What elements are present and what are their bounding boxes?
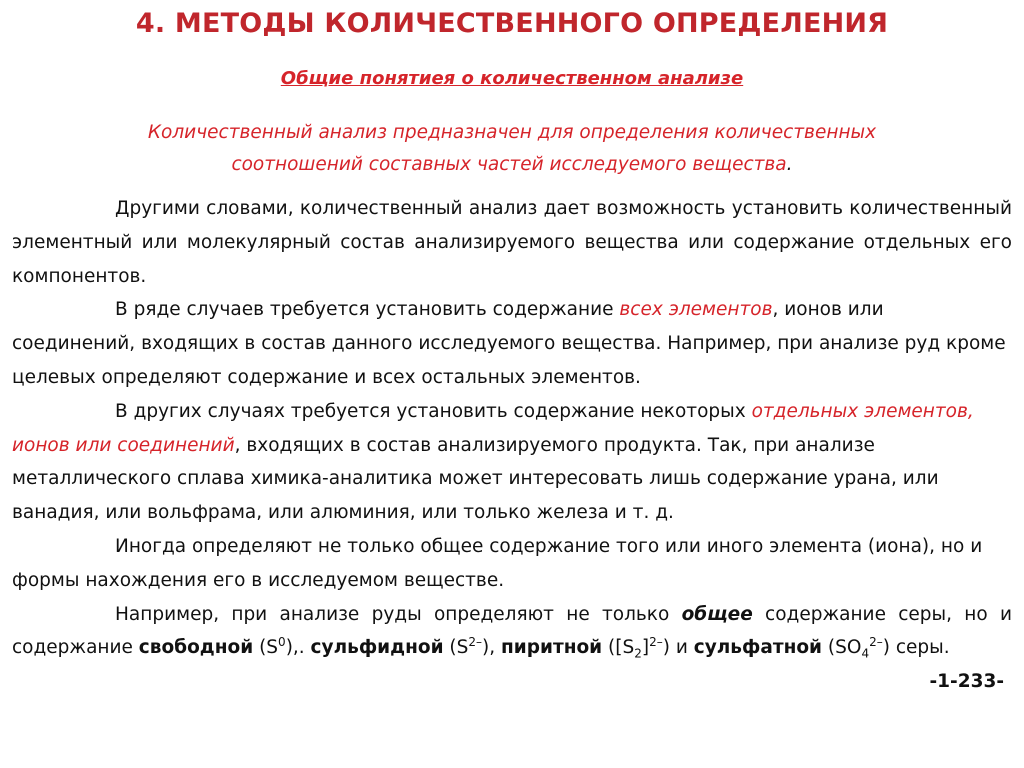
- paragraph-2-end: , ионов или соединений, входящих в состав данного исследуемого вещества. Например, при анализе руд кроме целевых определяют содержание и всех остальных элементов.: [12, 299, 1006, 388]
- p5-pyrite: пиритной: [501, 637, 603, 659]
- paragraph-3-end: , входящих в состав анализируемого продукта. Так, при анализе металлического сплава химика-аналитика может интересовать лишь содержание урана, или ванадия, или вольфрама, или алюминия, или только железа и т. д.: [12, 434, 939, 524]
- p5-text-4: ),.: [285, 637, 311, 659]
- highlight-all-elements: всех элементов: [619, 299, 773, 321]
- paragraph-2-start: В ряде случаев требуется установить содержание: [115, 299, 620, 321]
- p5-text-2: содержание серы, но и содержание: [12, 603, 1012, 659]
- intro-period: .: [786, 154, 793, 175]
- intro-line-1: Количественный анализ предназначен для определения количественных: [147, 122, 877, 143]
- p5-text-6: ),: [482, 637, 502, 659]
- paragraph-3: [12, 395, 1012, 530]
- paragraph-1: Другими словами, количественный анализ дает возможность установить количественный элементный или молекулярный состав анализируемого вещества или содержание отдельных его компонентов.: [12, 198, 1012, 287]
- p5-text-11: ) серы.: [882, 637, 950, 659]
- p5-sup-3: 2–: [649, 635, 663, 650]
- p5-text-8: ]: [641, 637, 650, 659]
- highlight-separate-elements: отдельных элементов, ионов или соединений: [12, 400, 974, 456]
- p5-text-9: ) и: [662, 637, 694, 659]
- p5-text-5: (S: [443, 637, 469, 659]
- paragraph-5: [12, 598, 1012, 693]
- slide-subtitle: Общие понятиея о количественном анализе: [280, 68, 744, 89]
- p5-total: общее: [681, 603, 753, 625]
- paragraph-2: [12, 293, 1012, 394]
- intro-definition: [40, 117, 984, 181]
- p5-sub-1: 2: [634, 647, 642, 662]
- p5-free: свободной: [138, 637, 254, 659]
- p5-text-1: Например, при анализе руды определяют не только: [115, 603, 682, 625]
- p5-sup-4: 2–: [869, 635, 883, 650]
- slide-title: 4. МЕТОДЫ КОЛИЧЕСТВЕННОГО ОПРЕДЕЛЕНИЯ: [135, 8, 889, 39]
- p5-text-7: ([S: [602, 637, 635, 659]
- p5-sub-2: 4: [861, 647, 870, 662]
- p5-sulfate: сульфатной: [693, 637, 823, 659]
- p5-sup-1: 0: [278, 635, 286, 650]
- p5-text-3: (S: [253, 637, 279, 659]
- p5-sulfide: сульфидной: [310, 637, 444, 659]
- p5-text-10: (SO: [822, 637, 862, 659]
- body-text: [12, 192, 1012, 699]
- p5-sup-2: 2–: [468, 635, 483, 650]
- intro-line-2: соотношений составных частей исследуемого вещества: [231, 154, 787, 175]
- paragraph-3-start: В других случаях требуется установить содержание некоторых: [115, 400, 752, 422]
- paragraph-4: Иногда определяют не только общее содержание того или иного элемента (иона), но и формы нахождения его в исследуемом веществе.: [12, 535, 983, 591]
- page-number: -1-233-: [929, 671, 1004, 693]
